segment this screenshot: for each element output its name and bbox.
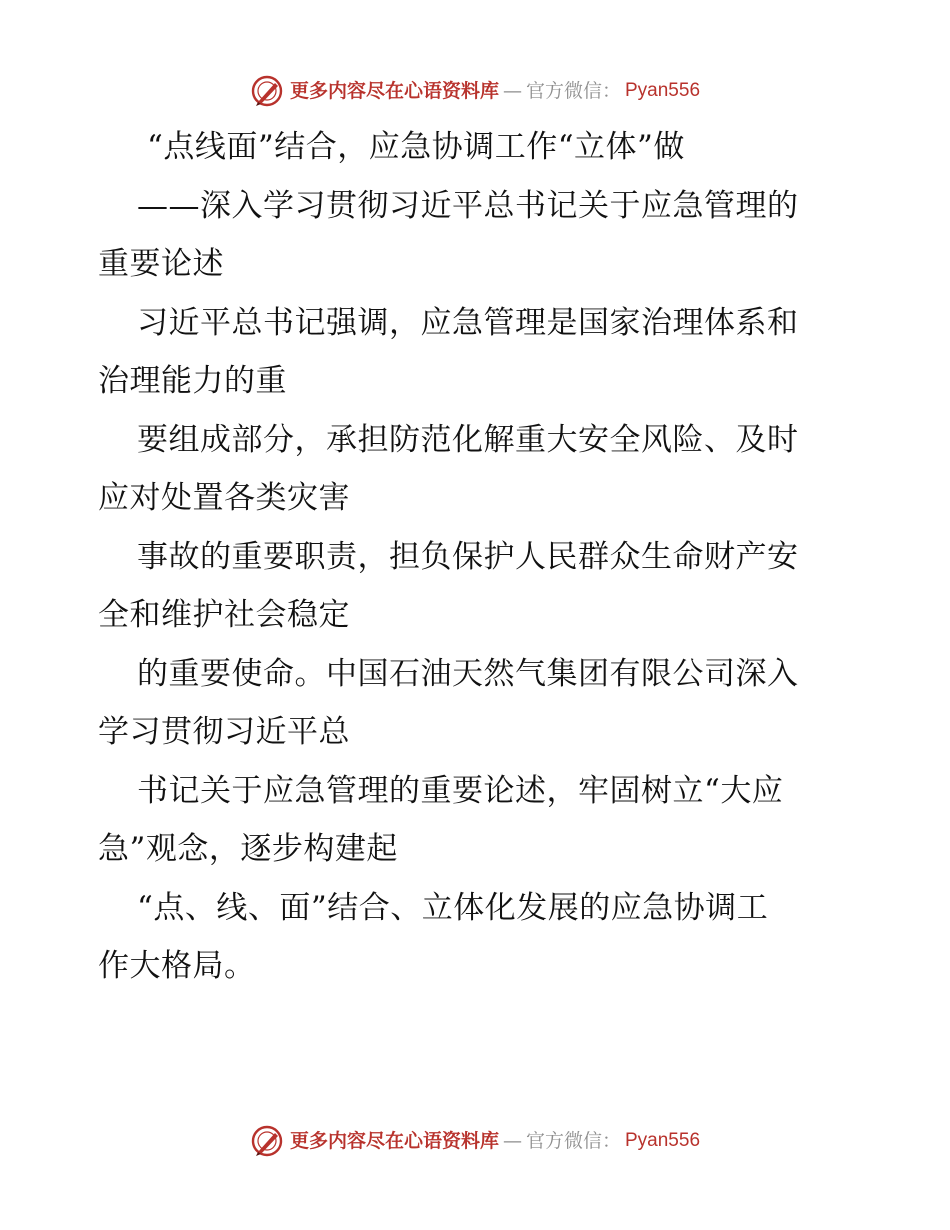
pen-logo-icon [250, 74, 284, 108]
paragraph-line: 急”观念，逐步构建起 [98, 831, 398, 867]
paragraph-line: 习近平总书记强调，应急管理是国家治理体系和 [137, 304, 799, 341]
footer-watermark [0, 1124, 950, 1158]
paragraph-line: “点、线、面”结合、立体化发展的应急协调工 [137, 889, 769, 926]
paragraph-line: 要组成部分，承担防范化解重大安全风险、及时 [137, 421, 799, 458]
watermark-id: Pyan556 [625, 1130, 701, 1151]
pen-logo-icon [250, 1124, 284, 1158]
paragraph-line: 学习贯彻习近平总 [98, 714, 350, 750]
watermark-main-text: 更多内容尽在心语资料库 [289, 80, 499, 102]
document-subtitle-line-2: 重要论述 [98, 246, 224, 282]
paragraph-line: 书记关于应急管理的重要论述，牢固树立“大应 [137, 772, 784, 809]
paragraph-line: 应对处置各类灾害 [98, 480, 350, 516]
watermark-dash: — [502, 80, 522, 102]
watermark-dash: — [502, 1130, 522, 1152]
paragraph-line: 的重要使命。中国石油天然气集团有限公司深入 [137, 655, 799, 692]
paragraph-line: 全和维护社会稳定 [98, 597, 350, 633]
watermark-sub-text: 官方微信： [525, 80, 621, 102]
watermark-sub-text: 官方微信： [525, 1130, 621, 1152]
watermark-id: Pyan556 [625, 80, 701, 101]
document-body [98, 118, 858, 996]
document-subtitle-line-1: ——深入学习贯彻习近平总书记关于应急管理的 [137, 187, 799, 224]
paragraph-line: 事故的重要职责，担负保护人民群众生命财产安 [137, 538, 799, 575]
watermark-main-text: 更多内容尽在心语资料库 [289, 1130, 499, 1152]
paragraph-line: 作大格局。 [98, 948, 256, 984]
document-title: “点线面”结合，应急协调工作“立体”做 [147, 129, 685, 165]
paragraph-line: 治理能力的重 [98, 363, 287, 399]
header-watermark [0, 74, 950, 108]
